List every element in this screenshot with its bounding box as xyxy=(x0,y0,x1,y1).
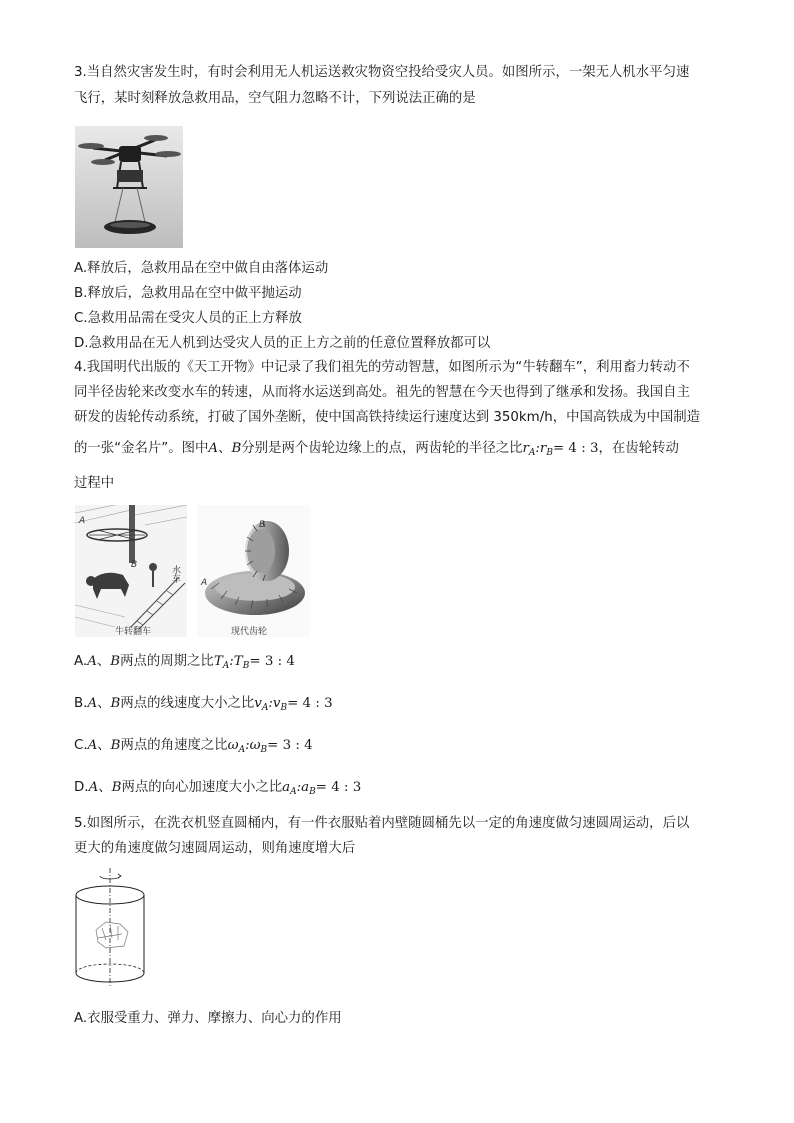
washing-drum-figure xyxy=(72,868,150,990)
ox-waterwheel-figure xyxy=(75,505,187,637)
q4-stem-line4: 的一张“金名片”。图中A、B分别是两个齿轮边缘上的点，两齿轮的半径之比$r_A:r_B= 4$ : 3，在齿轮转动 xyxy=(74,441,679,458)
fig-gear-label-b: B xyxy=(259,520,266,530)
q3-stem-line1: 3.当自然灾害发生时，有时会利用无人机运送救灾物资空投给受灾人员。如图所示，一架无人机水平匀速 xyxy=(74,65,690,80)
q3-option-a: A.释放后，急救用品在空中做自由落体运动 xyxy=(74,261,329,276)
q4-stem-line2: 同半径齿轮来改变水车的转速，从而将水运送到高处。祖先的智慧在今天也得到了继承和发扬。我国自主 xyxy=(74,385,690,400)
q3-option-b: B.释放后，急救用品在空中做平抛运动 xyxy=(74,286,302,301)
q3-stem-line2: 飞行，某时刻释放急救用品，空气阻力忽略不计，下列说法正确的是 xyxy=(74,91,476,106)
q3-option-c: C.急救用品需在受灾人员的正上方释放 xyxy=(74,311,302,326)
fig-gear-label-a: A xyxy=(201,578,208,588)
q5-option-a: A.衣服受重力、弹力、摩擦力、向心力的作用 xyxy=(74,1011,342,1026)
q4-option-d: D.A、B两点的向心加速度大小之比$a_A:a_B= 4$ : 3 xyxy=(74,780,362,797)
q4-stem-line4-post: ，在齿轮转动 xyxy=(598,441,679,456)
radius-ratio-value: = 4 : 3 xyxy=(552,441,599,456)
fig-label-a: A xyxy=(79,516,86,526)
clothes-icon xyxy=(96,922,128,948)
q5-stem-line1: 5.如图所示，在洗衣机竖直圆桶内，有一件衣服贴着内壁随圆桶先以一定的角速度做匀速圆周运动，后以 xyxy=(74,816,690,831)
fig-label-b: B xyxy=(131,560,138,570)
q4-option-c: C.A、B两点的角速度之比$\omega_A:\omega_B= 3$ : 4 xyxy=(74,738,313,755)
q5-stem-line2: 更大的角速度做匀速圆周运动，则角速度增大后 xyxy=(74,841,356,856)
q4-stem-line1: 4.我国明代出版的《天工开物》中记录了我们祖先的劳动智慧，如图所示为“牛转翻车”，利用畜力转动不 xyxy=(74,360,690,375)
radius-ratio: $r_A:r_B$ xyxy=(522,441,553,458)
q4-stem-line4-pre: 的一张“金名片”。图中 xyxy=(74,441,209,456)
q3-option-d: D.急救用品在无人机到达受灾人员的正上方之前的任意位置释放都可以 xyxy=(74,336,491,351)
caption-right: 现代齿轮 xyxy=(231,627,268,637)
q4-stem-line3: 研发的齿轮传动系统，打破了国外垄断，使中国高铁持续运行速度达到 350km/h，中国高铁成为中国制造 xyxy=(74,410,701,425)
fig-label-shuiche: 水车 xyxy=(170,565,180,583)
q4-option-b: B.A、B两点的线速度大小之比$v_A:v_B= 4$ : 3 xyxy=(74,696,333,713)
point-b-label: B xyxy=(231,441,242,456)
point-a-label: A xyxy=(208,441,219,456)
q4-stem-line5: 过程中 xyxy=(74,476,115,491)
drone-figure xyxy=(75,126,183,248)
caption-left: 牛转翻车 xyxy=(115,627,152,637)
q4-option-a: A.A、B两点的周期之比$T_A:T_B= 3$ : 4 xyxy=(74,654,295,671)
bevel-gear-figure xyxy=(197,505,310,637)
q4-stem-line4-mid: 分别是两个齿轮边缘上的点，两齿轮的半径之比 xyxy=(241,441,523,456)
